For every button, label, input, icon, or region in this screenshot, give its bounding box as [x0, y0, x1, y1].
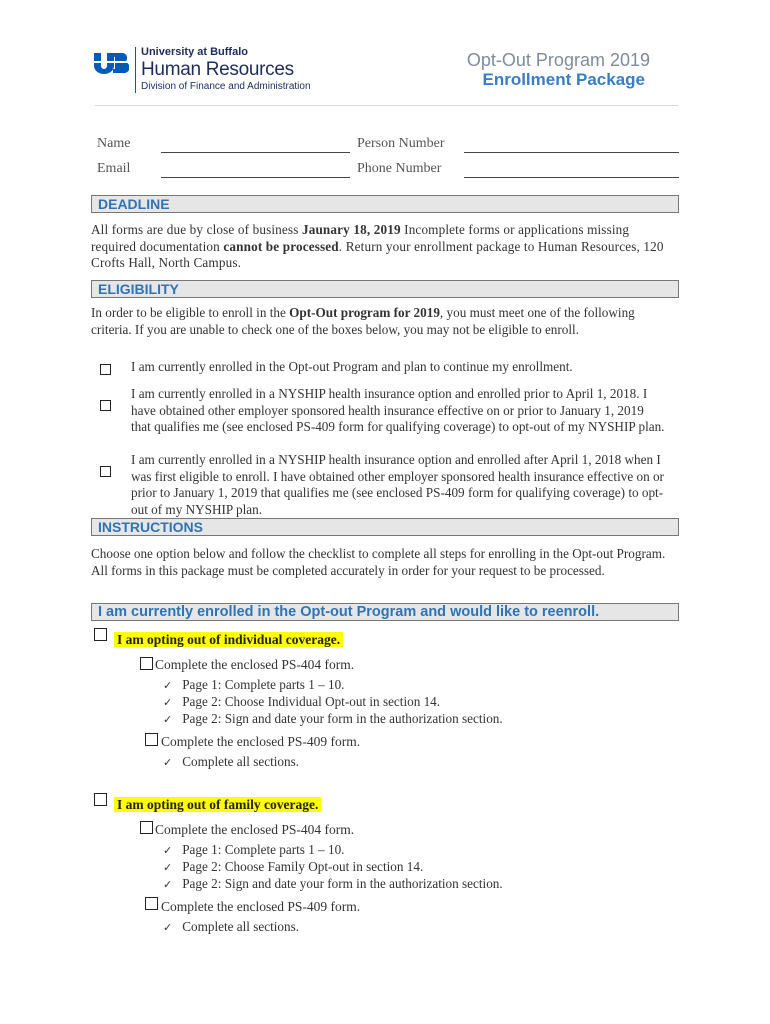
family-ps409-label: Complete the enclosed PS-409 form.: [161, 899, 361, 914]
reenroll-heading: I am currently enrolled in the Opt-out Program and would like to reenroll.: [98, 604, 600, 620]
check-icon: ✓: [163, 696, 173, 709]
department-name: Human Resources: [141, 59, 294, 80]
family-ps404-checkbox[interactable]: [140, 821, 153, 834]
family-coverage-label: I am opting out of family coverage.: [114, 797, 321, 812]
instructions-section-header: [91, 518, 679, 536]
list-item: ✓ Complete all sections.: [163, 754, 300, 769]
list-item: ✓ Page 2: Choose Individual Opt-out in section 14.: [163, 694, 441, 709]
university-name: University at Buffalo: [141, 46, 248, 58]
ub-logo-icon: [93, 52, 129, 74]
check-icon: ✓: [163, 861, 173, 874]
individual-ps409-checkbox[interactable]: [145, 733, 158, 746]
list-item: ✓ Page 2: Sign and date your form in the authorization section.: [163, 876, 503, 891]
reenroll-section-header: [91, 603, 679, 621]
family-coverage-checkbox[interactable]: [94, 793, 107, 806]
email-field[interactable]: [161, 177, 350, 178]
list-item: ✓ Page 2: Sign and date your form in the authorization section.: [163, 711, 503, 726]
eligibility-option2-label: I am currently enrolled in a NYSHIP health insurance option and enrolled prior to April 1, 2018. I have obtained other employer sponsored health insurance effective on or prior to January 1, 2019 that qualifies me (see enclosed PS-409 form for qualifying coverage) to opt-out of my NYSHIP plan.: [131, 386, 665, 435]
deadline-text: All forms are due by close of business Jaunary 18, 2019 Incomplete forms or applications missing required documentation cannot be processed. Return your enrollment package to Human Resources, 120 Crofts Hall, North Campus.: [91, 222, 664, 271]
individual-coverage-checkbox[interactable]: [94, 628, 107, 641]
eligibility-heading: ELIGIBILITY: [98, 281, 179, 297]
logo-divider: [135, 47, 136, 93]
list-item: ✓ Page 1: Complete parts 1 – 10.: [163, 677, 345, 692]
check-icon: ✓: [163, 756, 173, 769]
name-label: Name: [97, 136, 131, 151]
list-item: ✓ Page 1: Complete parts 1 – 10.: [163, 842, 345, 857]
person-number-field[interactable]: [464, 152, 679, 153]
eligibility-option1-label: I am currently enrolled in the Opt-out Program and plan to continue my enrollment.: [131, 359, 573, 374]
eligibility-option3-label: I am currently enrolled in a NYSHIP health insurance option and enrolled after April 1, 2018 when I was first eligible to enroll. I have obtained other employer sponsored health insurance effective on or prior to January 1, 2019 that qualifies me (see enclosed PS-409 form for qualifying coverage) to opt-out of my NYSHIP plan.: [131, 452, 664, 517]
document-title: Opt-Out Program 2019: [466, 50, 650, 70]
list-item: ✓ Page 2: Choose Family Opt-out in section 14.: [163, 859, 424, 874]
deadline-heading: DEADLINE: [98, 196, 170, 212]
instructions-text: Choose one option below and follow the checklist to complete all steps for enrolling in the Opt-out Program. All forms in this package must be completed accurately in order for your request to be processed.: [91, 546, 666, 578]
check-icon: ✓: [163, 844, 173, 857]
check-icon: ✓: [163, 921, 173, 934]
name-field[interactable]: [161, 152, 350, 153]
check-icon: ✓: [163, 713, 173, 726]
eligibility-option2-checkbox[interactable]: [100, 400, 111, 411]
eligibility-section-header: [91, 280, 679, 298]
individual-ps404-checkbox[interactable]: [140, 657, 153, 670]
eligibility-intro: In order to be eligible to enroll in the Opt-Out program for 2019, you must meet one of the following criteria. If you are unable to check one of the boxes below, you may not be eligible to enroll.: [91, 305, 635, 337]
check-icon: ✓: [163, 679, 173, 692]
person-number-label: Person Number: [357, 136, 445, 151]
email-label: Email: [97, 161, 131, 176]
family-ps404-label: Complete the enclosed PS-404 form.: [155, 822, 355, 837]
individual-ps404-label: Complete the enclosed PS-404 form.: [155, 657, 355, 672]
instructions-heading: INSTRUCTIONS: [98, 519, 203, 535]
document-subtitle: Enrollment Package: [482, 70, 645, 89]
eligibility-option3-checkbox[interactable]: [100, 466, 111, 477]
family-ps409-checkbox[interactable]: [145, 897, 158, 910]
phone-number-label: Phone Number: [357, 161, 442, 176]
list-item: ✓ Complete all sections.: [163, 919, 300, 934]
phone-number-field[interactable]: [464, 177, 679, 178]
deadline-date: Jaunary 18, 2019: [301, 222, 401, 237]
header-divider: [95, 105, 678, 106]
check-icon: ✓: [163, 878, 173, 891]
individual-ps409-label: Complete the enclosed PS-409 form.: [161, 734, 361, 749]
eligibility-option1-checkbox[interactable]: [100, 364, 111, 375]
individual-coverage-label: I am opting out of individual coverage.: [114, 632, 343, 647]
division-name: Division of Finance and Administration: [141, 81, 311, 92]
deadline-section-header: [91, 195, 679, 213]
